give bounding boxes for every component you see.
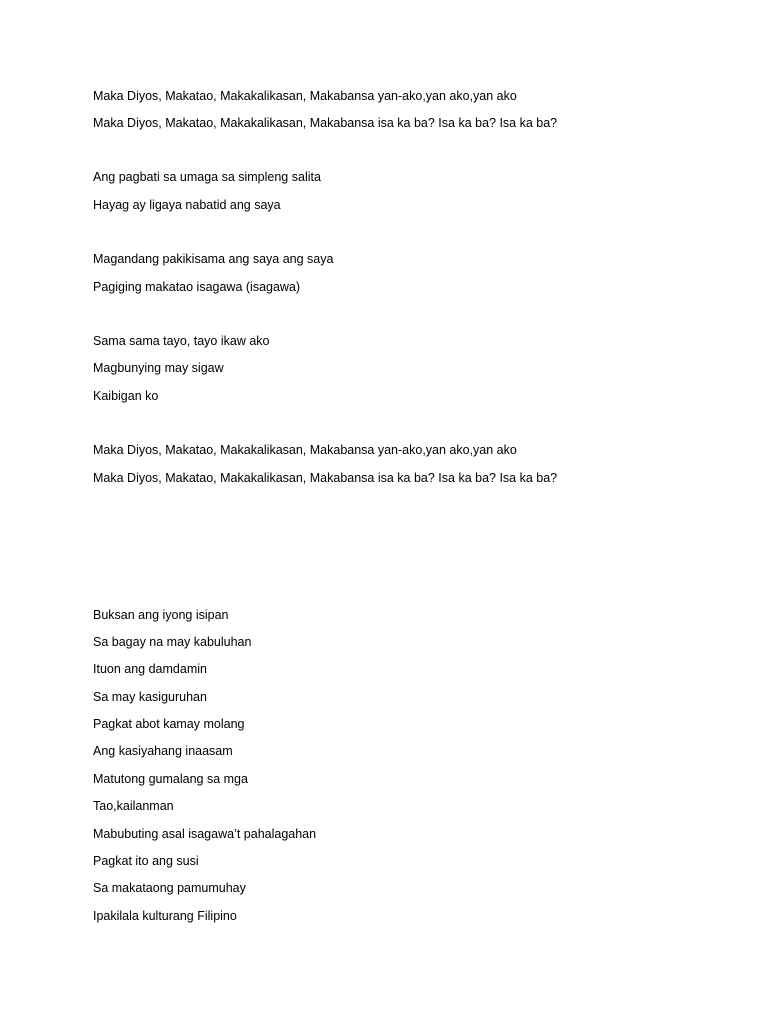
lyric-line: Pagiging makatao isagawa (isagawa) xyxy=(93,280,301,294)
lyric-line: Maka Diyos, Makatao, Makakalikasan, Makabansa yan-ako,yan ako,yan ako xyxy=(93,443,517,457)
lyric-line: Pagkat ito ang susi xyxy=(93,854,199,868)
lyric-line: Ang kasiyahang inaasam xyxy=(93,744,233,758)
lyric-line: Sama sama tayo, tayo ikaw ako xyxy=(93,334,270,348)
lyric-line: Kaibigan ko xyxy=(93,389,159,403)
lyric-line: Hayag ay ligaya nabatid ang saya xyxy=(93,198,281,212)
lyric-line: Ipakilala kulturang Filipino xyxy=(93,909,237,923)
lyric-line: Magandang pakikisama ang saya ang saya xyxy=(93,252,334,266)
lyric-line: Sa makataong pamumuhay xyxy=(93,881,246,895)
lyric-line: Buksan ang iyong isipan xyxy=(93,608,229,622)
lyric-line: Maka Diyos, Makatao, Makakalikasan, Makabansa isa ka ba? Isa ka ba? Isa ka ba? xyxy=(93,116,558,130)
lyric-line: Sa may kasiguruhan xyxy=(93,690,207,704)
lyric-line: Sa bagay na may kabuluhan xyxy=(93,635,252,649)
lyric-line: Tao,kailanman xyxy=(93,799,174,813)
lyric-line: Ang pagbati sa umaga sa simpleng salita xyxy=(93,170,321,184)
lyric-line: Mabubuting asal isagawa’t pahalagahan xyxy=(93,827,317,841)
lyric-line: Ituon ang damdamin xyxy=(93,662,207,676)
lyric-line: Maka Diyos, Makatao, Makakalikasan, Makabansa isa ka ba? Isa ka ba? Isa ka ba? xyxy=(93,471,558,485)
lyric-line: Pagkat abot kamay molang xyxy=(93,717,245,731)
lyric-line: Magbunying may sigaw xyxy=(93,361,224,375)
lyric-line: Matutong gumalang sa mga xyxy=(93,772,248,786)
lyric-line: Maka Diyos, Makatao, Makakalikasan, Makabansa yan-ako,yan ako,yan ako xyxy=(93,89,517,103)
